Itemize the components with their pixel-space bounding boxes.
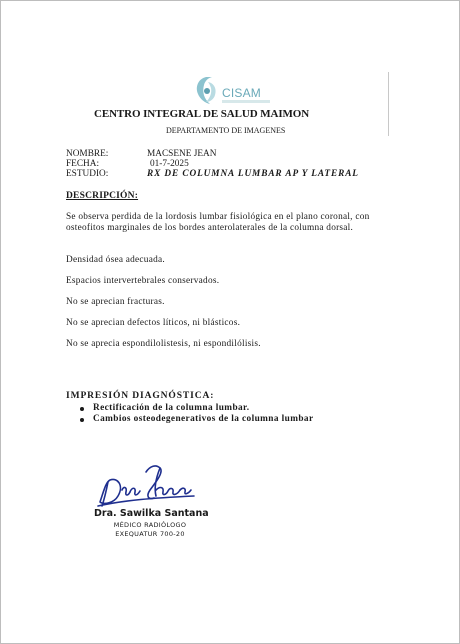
study-value: RX DE COLUMNA LUMBAR AP Y LATERAL xyxy=(147,169,359,179)
description-heading: DESCRIPCIÓN: xyxy=(66,191,139,201)
description-paragraph: No se aprecian fracturas. xyxy=(66,297,165,307)
department-name: DEPARTAMENTO DE IMAGENES xyxy=(166,126,286,135)
date-label: FECHA: xyxy=(66,159,100,169)
logo-tagline-line xyxy=(222,100,270,103)
handwritten-signature xyxy=(94,460,198,512)
impression-list xyxy=(78,403,314,425)
description-paragraph: Densidad ósea adecuada. xyxy=(66,255,165,265)
description-paragraph: Espacios intervertebrales conservados. xyxy=(66,276,220,286)
logo-text: CISAM xyxy=(222,86,262,100)
physician-title: MÉDICO RADIÓLOGO xyxy=(113,521,187,529)
cisam-logo xyxy=(192,74,272,108)
physician-license: EXEQUATUR 700-20 xyxy=(115,530,185,538)
impression-heading: IMPRESIÓN DIAGNÓSTICA: xyxy=(66,391,215,401)
description-paragraph: No se aprecia espondilolistesis, ni espondilólisis. xyxy=(66,339,261,349)
physician-name: Dra. Sawilka Santana xyxy=(94,508,209,519)
name-label: NOMBRE: xyxy=(66,149,109,159)
institution-name: CENTRO INTEGRAL DE SALUD MAIMON xyxy=(94,108,310,120)
study-label: ESTUDIO: xyxy=(66,169,109,179)
description-paragraph: No se aprecian defectos líticos, ni blásticos. xyxy=(66,318,241,328)
logo-emblem-icon xyxy=(192,74,222,108)
header-divider xyxy=(388,72,389,136)
impression-item: Cambios osteodegenerativos de la columna lumbar xyxy=(78,414,314,425)
description-paragraph: Se observa perdida de la lordosis lumbar fisiológica en el plano coronal, con osteofitos marginales de los bordes anterolaterales de la columna dorsal. xyxy=(66,212,370,233)
date-value: 01-7-2025 xyxy=(150,159,189,169)
name-value: MACSENE JEAN xyxy=(147,149,217,159)
impression-item: Rectificación de la columna lumbar. xyxy=(78,403,314,414)
